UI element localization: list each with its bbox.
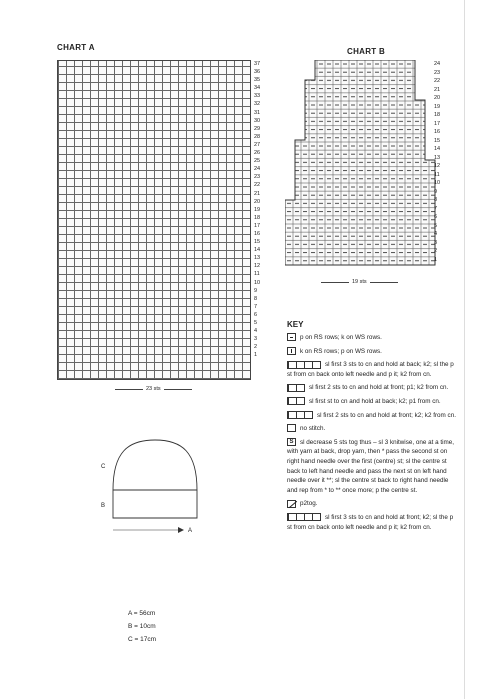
chart-a-row-number: 36 xyxy=(254,69,261,76)
chart-b-row-number: 24 xyxy=(434,61,441,67)
cable-front-knit-symbol xyxy=(287,411,313,419)
chart-a-row-number: 25 xyxy=(254,158,261,165)
chart-b-row-number: 20 xyxy=(434,95,441,101)
chart-a-row-number: 7 xyxy=(254,303,258,310)
page-edge xyxy=(464,0,465,699)
chart-a-row-number: 18 xyxy=(254,214,261,221)
chart-a-grid xyxy=(57,60,251,380)
chart-b-row-number: 19 xyxy=(434,103,441,110)
key-item-cable-back xyxy=(287,360,457,379)
chart-a-row-number: 9 xyxy=(254,287,258,294)
key-text: sl first 2 sts to cn and hold at front; p1; k2 from cn. xyxy=(309,384,449,392)
dimension-b: B = 10cm xyxy=(128,623,156,630)
chart-a-row-number: 34 xyxy=(254,85,261,92)
chart-b-row-number: 3 xyxy=(434,239,438,246)
cable-front-large-symbol xyxy=(287,513,321,521)
key-item-no-stitch xyxy=(287,424,457,434)
key-list xyxy=(287,333,457,536)
chart-b-row-number: 12 xyxy=(434,163,441,169)
chart-b-row-number: 1 xyxy=(434,256,438,263)
chart-b-row-number: 17 xyxy=(434,120,441,127)
chart-b-row-number: 18 xyxy=(434,112,441,118)
chart-a-row-number: 6 xyxy=(254,311,258,318)
key-item-purl xyxy=(287,333,457,343)
chart-a-row-number: 2 xyxy=(254,344,258,351)
dimension-a: A = 56cm xyxy=(128,610,156,617)
chart-a-row-number: 32 xyxy=(254,101,261,108)
cable-front-symbol xyxy=(287,384,305,392)
chart-b-row-number: 15 xyxy=(434,137,441,144)
chart-b-row-number: 21 xyxy=(434,86,441,93)
chart-a-row-number: 37 xyxy=(254,61,261,67)
cable-back-symbol xyxy=(287,361,321,369)
chart-a-row-number: 16 xyxy=(254,230,261,237)
chart-b-row-number: 7 xyxy=(434,205,438,212)
chart-a-row-number: 30 xyxy=(254,117,261,124)
decrease-5-symbol: S xyxy=(287,438,296,446)
key-item-cable-front-large xyxy=(287,513,457,532)
chart-a-row-number: 15 xyxy=(254,239,261,246)
chart-b-stitch-count: 19 sts xyxy=(352,279,367,285)
chart-b-row-number: 8 xyxy=(434,197,438,203)
key-text: sl first 3 sts to cn and hold at front; k2; sl the p st from cn back onto left needle and p it; k2 from cn. xyxy=(287,513,454,531)
chart-a-row-number: 12 xyxy=(254,263,261,270)
chart-a-title: CHART A xyxy=(57,43,95,52)
key-item-p2tog xyxy=(287,499,457,509)
chart-a-row-number: 21 xyxy=(254,190,261,197)
key-title: KEY xyxy=(287,320,304,329)
diagram-label-c: C xyxy=(101,464,106,470)
chart-b-row-number: 2 xyxy=(434,248,438,254)
diagram-label-b: B xyxy=(101,503,106,509)
chart-b-grid xyxy=(285,60,445,270)
chart-a-row-number: 28 xyxy=(254,133,261,140)
chart-a-row-numbers xyxy=(254,60,260,359)
chart-b-row-number: 14 xyxy=(434,146,441,152)
key-text: p on RS rows; k on WS rows. xyxy=(300,334,382,341)
key-text: k on RS rows; p on WS rows. xyxy=(300,347,382,355)
chart-a-row-number: 26 xyxy=(254,150,261,157)
key-text: p2tog. xyxy=(300,500,318,508)
chart-a-row-number: 27 xyxy=(254,141,261,148)
chart-b-row-numbers xyxy=(434,60,440,264)
key-item-knit xyxy=(287,347,457,357)
key-item-cable-back-small xyxy=(287,397,457,407)
chart-b-row-number: 11 xyxy=(434,171,440,178)
dimension-c: C = 17cm xyxy=(128,636,156,643)
chart-b-row-number: 16 xyxy=(434,129,441,135)
chart-a-row-number: 14 xyxy=(254,247,261,254)
diagram-label-a: A xyxy=(188,528,193,534)
key-text: sl first 3 sts to cn and hold at back; k2; sl the p st from cn back onto left needle and p it; k2 from cn. xyxy=(287,361,454,378)
chart-a-row-number: 11 xyxy=(254,271,260,278)
key-text: sl first 2 sts to cn and hold at front; k2; k2 from cn. xyxy=(317,411,456,419)
chart-a-row-number: 19 xyxy=(254,206,261,213)
chart-a-row-number: 5 xyxy=(254,320,258,326)
chart-b-title: CHART B xyxy=(347,47,386,56)
chart-a-row-number: 4 xyxy=(254,328,258,335)
chart-b-row-number: 5 xyxy=(434,222,438,229)
chart-b-row-number: 10 xyxy=(434,180,441,186)
key-item-cable-front-knit xyxy=(287,411,457,421)
key-item-decrease xyxy=(287,438,457,496)
key-item-cable-front xyxy=(287,383,457,393)
chart-a-row-number: 22 xyxy=(254,182,261,189)
key-text: no stitch. xyxy=(300,425,326,433)
chart-a-row-number: 20 xyxy=(254,198,261,205)
chart-a-row-number: 35 xyxy=(254,77,261,84)
chart-a-row-number: 10 xyxy=(254,279,261,286)
knit-bar-symbol xyxy=(287,347,296,355)
key-text: sl first st to cn and hold at back; k2; p1 from cn. xyxy=(309,397,441,405)
chart-b-row-number: 6 xyxy=(434,214,438,220)
chart-a-row-number: 8 xyxy=(254,295,258,302)
purl-dash-symbol xyxy=(287,333,296,341)
chart-a-row-number: 23 xyxy=(254,174,261,181)
chart-a-row-number: 33 xyxy=(254,93,261,100)
chart-a-row-number: 13 xyxy=(254,255,261,262)
cable-back-small-symbol xyxy=(287,397,305,405)
chart-b-row-number: 13 xyxy=(434,154,441,161)
chart-b-row-number: 4 xyxy=(434,231,438,237)
chart-a-row-number: 24 xyxy=(254,166,261,173)
key-text: sl decrease 5 sts tog thus – sl 3 knitwise, one at a time, with yarn at back, drop yarn, then * pass the second st on right hand needle over the first (centre) st; sl the centre st back to left hand needle and pass the next st on left hand needle over it **; sl the centre st back to right hand needle and rep from * to ** once more; p the centre st. xyxy=(287,438,455,494)
chart-b-row-number: 9 xyxy=(434,188,438,195)
hat-schematic-diagram xyxy=(108,438,208,544)
chart-b-row-number: 22 xyxy=(434,78,441,84)
chart-b-row-number: 23 xyxy=(434,69,441,76)
chart-a-stitch-count: 23 sts xyxy=(146,386,161,392)
chart-a-row-number: 29 xyxy=(254,125,261,132)
chart-a-row-number: 31 xyxy=(254,109,261,116)
diagram-dimensions xyxy=(128,607,156,646)
chart-a-row-number: 1 xyxy=(254,352,258,359)
no-stitch-symbol xyxy=(287,424,296,432)
chart-a-row-number: 17 xyxy=(254,222,261,229)
p2tog-symbol xyxy=(287,500,296,508)
chart-a-row-number: 3 xyxy=(254,336,258,343)
